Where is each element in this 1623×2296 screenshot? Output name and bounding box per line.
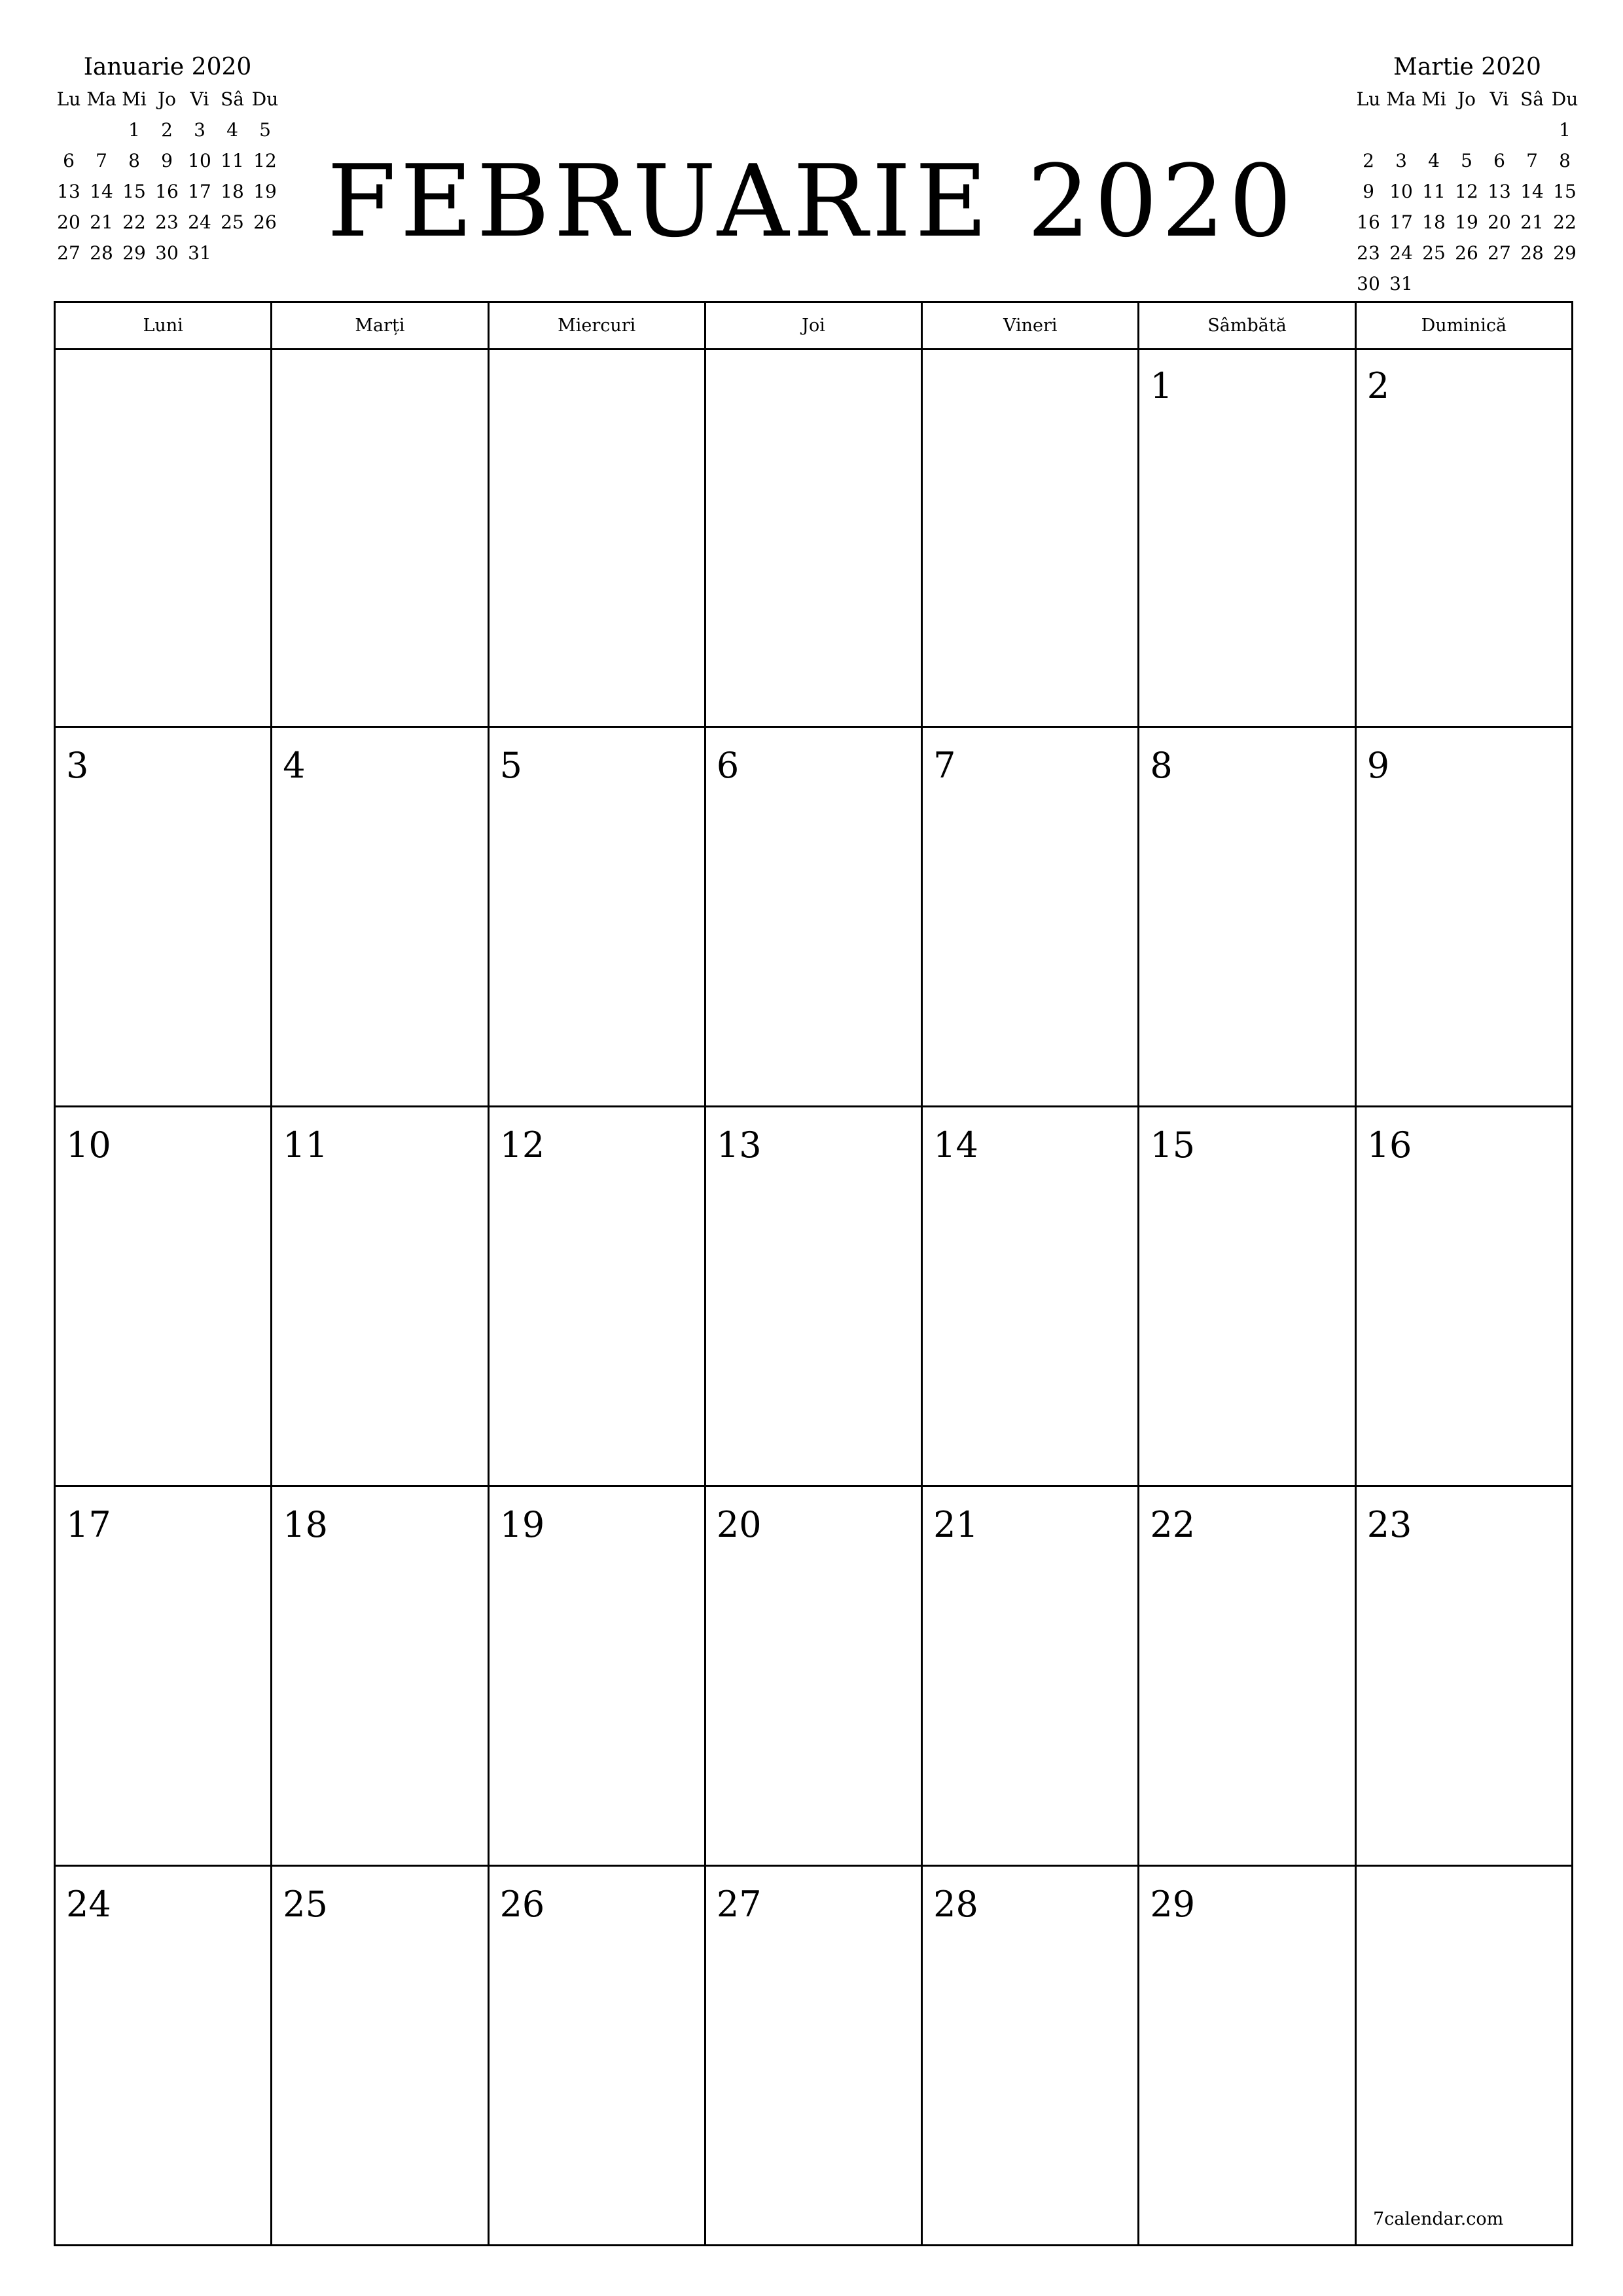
day-cell: [56, 348, 272, 728]
weekday-header: Duminică: [1357, 303, 1573, 350]
mini-day: 4: [1428, 150, 1440, 171]
mini-weekday: Mi: [1421, 88, 1446, 110]
mini-day: 12: [1455, 181, 1478, 202]
mini-day: 24: [1389, 242, 1413, 264]
mini-day: 13: [1488, 181, 1511, 202]
mini-day: 19: [253, 181, 277, 202]
day-cell: [490, 728, 706, 1107]
day-cell: [923, 1487, 1139, 1867]
mini-day: 27: [57, 242, 80, 264]
day-cell: [1357, 1487, 1573, 1867]
day-number: 20: [716, 1504, 762, 1545]
day-cell: [923, 1107, 1139, 1487]
mini-day: [1385, 115, 1418, 145]
day-cell: [490, 1107, 706, 1487]
mini-day: 19: [1455, 211, 1478, 233]
day-cell: [923, 728, 1139, 1107]
mini-day: 3: [1395, 150, 1407, 171]
day-number: 1: [1150, 365, 1173, 406]
mini-day: 29: [122, 242, 146, 264]
mini-day: [1418, 115, 1450, 145]
mini-day: 17: [188, 181, 211, 202]
day-cell: [706, 1487, 923, 1867]
mini-day: 9: [161, 150, 173, 171]
mini-day: [1516, 268, 1548, 299]
weekday-header-row: [54, 301, 1573, 348]
day-number: 17: [66, 1504, 111, 1545]
mini-day: 26: [253, 211, 277, 233]
footer-site-credit: 7calendar.com: [1373, 2209, 1504, 2229]
mini-calendar-title: Martie 2020: [1393, 54, 1541, 81]
mini-weekday: Ma: [86, 88, 116, 110]
mini-day: 15: [122, 181, 146, 202]
mini-day: 20: [57, 211, 80, 233]
mini-day: [1516, 115, 1548, 145]
mini-day: [1418, 268, 1450, 299]
day-cell: [1139, 348, 1356, 728]
day-number: 7: [933, 745, 956, 786]
month-calendar: [54, 301, 1573, 2246]
day-cell: [272, 1107, 489, 1487]
day-cell: [923, 1867, 1139, 2246]
mini-day: [1483, 268, 1516, 299]
day-cell: [490, 348, 706, 728]
day-number: 11: [283, 1124, 328, 1166]
day-cell: [923, 348, 1139, 728]
day-cell: [56, 1867, 272, 2246]
mini-day: 16: [1357, 211, 1380, 233]
day-number: 25: [283, 1884, 328, 1925]
day-number: 23: [1366, 1504, 1412, 1545]
day-cell: [490, 1487, 706, 1867]
mini-day: 17: [1389, 211, 1413, 233]
day-cell: [1139, 728, 1356, 1107]
day-cell: [706, 348, 923, 728]
mini-day: [1450, 115, 1483, 145]
mini-day: 11: [221, 150, 244, 171]
mini-day: 14: [90, 181, 113, 202]
day-number: 27: [716, 1884, 762, 1925]
mini-calendar-title: Ianuarie 2020: [83, 54, 252, 81]
mini-day: 12: [253, 150, 277, 171]
day-cell: [272, 728, 489, 1107]
mini-day: 21: [1520, 211, 1544, 233]
mini-day: 10: [1389, 181, 1413, 202]
mini-day: 3: [194, 119, 205, 141]
day-number: 2: [1366, 365, 1390, 406]
day-number: 16: [1366, 1124, 1412, 1166]
mini-day: [85, 115, 118, 145]
mini-day: 13: [57, 181, 80, 202]
day-number: 22: [1150, 1504, 1196, 1545]
mini-day: 4: [226, 119, 238, 141]
mini-day: 5: [259, 119, 271, 141]
day-grid: [54, 348, 1573, 2246]
weekday-header: Vineri: [923, 303, 1139, 350]
mini-day: 27: [1488, 242, 1511, 264]
mini-day: 21: [90, 211, 113, 233]
mini-day: 25: [221, 211, 244, 233]
mini-day: [1450, 268, 1483, 299]
mini-day: 31: [188, 242, 211, 264]
day-cell: [706, 728, 923, 1107]
mini-weekday: Ma: [1386, 88, 1416, 110]
day-number: 15: [1150, 1124, 1196, 1166]
weekday-header: Luni: [56, 303, 272, 350]
mini-weekday: Mi: [122, 88, 147, 110]
mini-day: 31: [1389, 273, 1413, 295]
mini-day: 8: [1559, 150, 1571, 171]
mini-day: 14: [1520, 181, 1544, 202]
mini-day: 15: [1553, 181, 1577, 202]
mini-weekday: Du: [251, 88, 279, 110]
day-cell: [706, 1867, 923, 2246]
mini-day: 7: [96, 150, 107, 171]
mini-day: 9: [1363, 181, 1374, 202]
day-cell: [272, 1867, 489, 2246]
mini-day: 28: [1520, 242, 1544, 264]
mini-day: [1352, 115, 1385, 145]
mini-day: [1548, 268, 1581, 299]
day-number: 8: [1150, 745, 1173, 786]
day-number: 12: [499, 1124, 545, 1166]
day-number: 10: [66, 1124, 111, 1166]
mini-day: 22: [1553, 211, 1577, 233]
mini-day: 8: [128, 150, 140, 171]
mini-day: 26: [1455, 242, 1478, 264]
mini-weekday: Vi: [190, 88, 209, 110]
mini-day: 25: [1422, 242, 1446, 264]
mini-day: 2: [161, 119, 173, 141]
day-cell: [1139, 1107, 1356, 1487]
mini-day: 30: [155, 242, 179, 264]
mini-day: 24: [188, 211, 211, 233]
mini-weekday: Lu: [1356, 88, 1381, 110]
day-number: 29: [1150, 1884, 1196, 1925]
mini-weekday: Sâ: [221, 88, 244, 110]
day-cell: [1139, 1867, 1356, 2246]
mini-day: 23: [155, 211, 179, 233]
mini-weekday: Du: [1551, 88, 1578, 110]
mini-day: 10: [188, 150, 211, 171]
weekday-header: Miercuri: [490, 303, 706, 350]
mini-day: 30: [1357, 273, 1380, 295]
mini-day: 16: [155, 181, 179, 202]
mini-day: 22: [122, 211, 146, 233]
day-number: 5: [499, 745, 522, 786]
mini-day: 28: [90, 242, 113, 264]
mini-day: [52, 115, 85, 145]
day-number: 9: [1366, 745, 1390, 786]
day-number: 19: [499, 1504, 545, 1545]
mini-day: 2: [1363, 150, 1374, 171]
day-number: 4: [283, 745, 306, 786]
day-number: 21: [933, 1504, 978, 1545]
mini-day: 7: [1526, 150, 1538, 171]
mini-day: 6: [1493, 150, 1505, 171]
day-cell: [490, 1867, 706, 2246]
weekday-header: Sâmbătă: [1139, 303, 1356, 350]
day-cell: [706, 1107, 923, 1487]
page-title: FEBRUARIE 2020: [327, 143, 1296, 259]
mini-weekday: Sâ: [1520, 88, 1544, 110]
day-cell: [56, 728, 272, 1107]
mini-day: 1: [1559, 119, 1571, 141]
mini-day: 20: [1488, 211, 1511, 233]
day-cell: [1357, 1867, 1573, 2246]
day-cell: [1357, 728, 1573, 1107]
mini-weekday: Lu: [56, 88, 81, 110]
day-cell: [272, 348, 489, 728]
day-cell: [1357, 1107, 1573, 1487]
day-cell: [56, 1487, 272, 1867]
day-number: 18: [283, 1504, 328, 1545]
day-cell: [272, 1487, 489, 1867]
mini-weekday: Jo: [157, 88, 177, 110]
mini-day: 6: [63, 150, 75, 171]
day-number: 24: [66, 1884, 111, 1925]
day-number: 3: [66, 745, 89, 786]
day-number: 14: [933, 1124, 978, 1166]
mini-day: 1: [128, 119, 140, 141]
mini-day: 23: [1357, 242, 1380, 264]
mini-day: 5: [1461, 150, 1472, 171]
day-number: 13: [716, 1124, 762, 1166]
mini-day: 18: [221, 181, 244, 202]
weekday-header: Marți: [272, 303, 489, 350]
mini-day: 11: [1422, 181, 1446, 202]
day-number: 6: [716, 745, 740, 786]
weekday-header: Joi: [706, 303, 923, 350]
day-cell: [56, 1107, 272, 1487]
mini-day: 29: [1553, 242, 1577, 264]
day-cell: [1357, 348, 1573, 728]
mini-weekday: Vi: [1489, 88, 1509, 110]
day-cell: [1139, 1487, 1356, 1867]
mini-weekday: Jo: [1457, 88, 1476, 110]
mini-day: 18: [1422, 211, 1446, 233]
mini-day: [1483, 115, 1516, 145]
day-number: 28: [933, 1884, 978, 1925]
day-number: 26: [499, 1884, 545, 1925]
